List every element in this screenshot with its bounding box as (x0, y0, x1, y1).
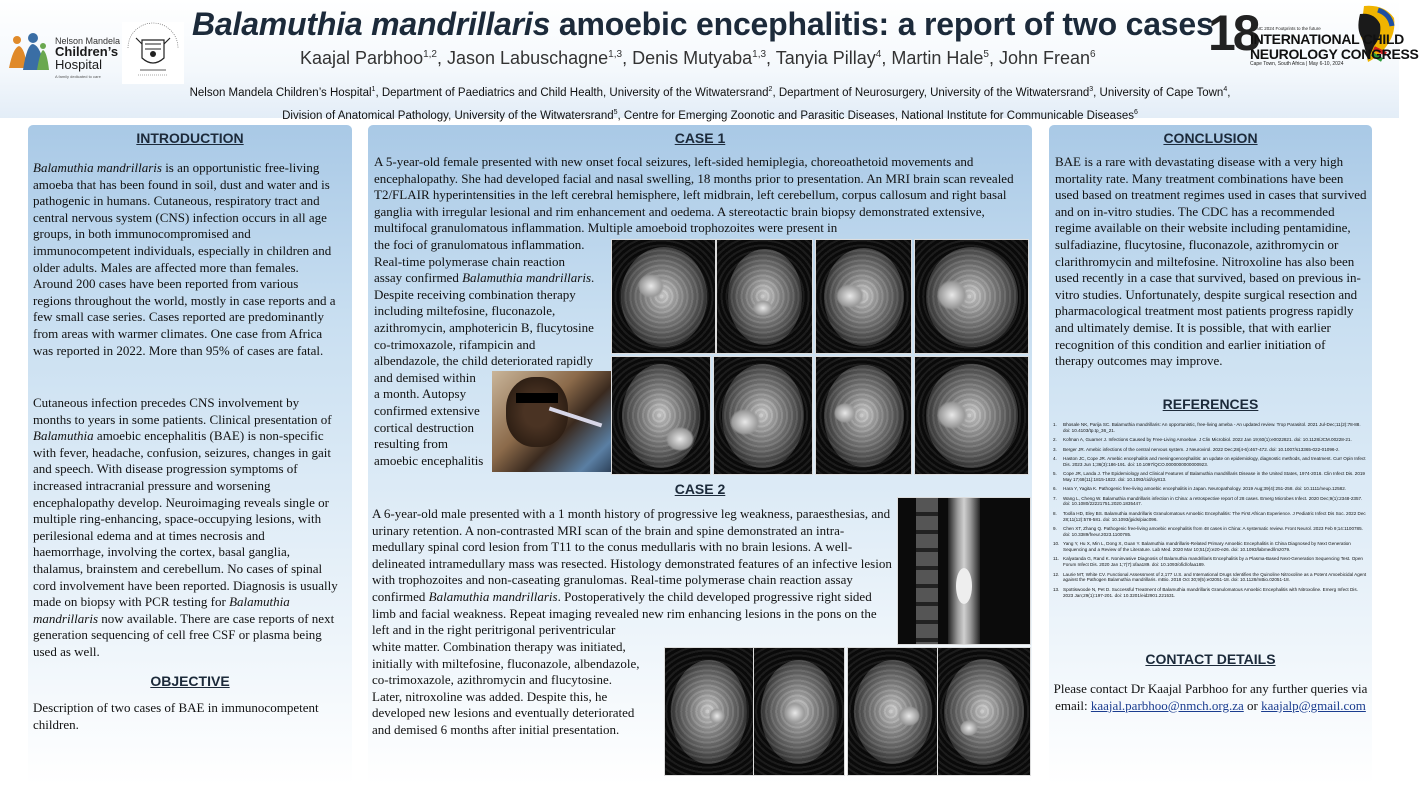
reference-text: Cope JR, Landa J. The Epidemiology and Clinical Features of Balamuthia mandrillaris Disease in the United States, 1974-2016. Clin Infect Dis. 2019 May 17;68(11):1815-1822. doi: 10.1093/cid/ciy813. (1063, 471, 1365, 482)
email-link-primary[interactable]: kaajal.parbhoo@nmch.org.za (1090, 697, 1244, 713)
hospital-name-line3: Hospital (55, 57, 102, 72)
case2-text-a: A 6-year-old male presented with a 1 month history of progressive leg weakness, paraesthesias, and urinary retention. A non-contrasted MRI scan of the brain and spine demonstrated an intra-medullary spinal cord lesion from T11 to the conus medullaris with no brain lesions. A well-delineated intramedullary mass was resected. Histology demonstrated features of an infective lesion with trophozoites and non-caseating granulomas. Real-time polymerase chain reaction assay confirmed (372, 506, 892, 604)
case1-mri-image-8 (914, 356, 1029, 475)
contact-line: Please contact Dr Kaajal Parbhoo for any further queries via (1053, 681, 1368, 696)
reference-item (1053, 496, 1369, 508)
email-link-secondary[interactable]: kaajalp@gmail.com (1261, 697, 1366, 713)
affiliation-mark: 2 (768, 86, 773, 93)
case1-line: and demised within (374, 369, 476, 385)
intro-p2-organism-2: Balamuthia mandrillaris (33, 594, 290, 626)
reference-item (1053, 572, 1369, 584)
case1-mri-image-4 (914, 239, 1029, 354)
reference-number: 10. (1053, 541, 1060, 547)
reference-number: 5. (1053, 471, 1057, 476)
intro-p2-c: now available. There are case reports of next generation sequencing of cell free CSF or plasma being used as well. (33, 610, 335, 659)
congress-logo (1208, 2, 1419, 68)
case1-line: a month. Autopsy (374, 386, 467, 402)
congress-tagline: ICNC 2024 Footprints to the future (1252, 26, 1321, 31)
hospital-name-line1: Nelson Mandela (55, 36, 121, 46)
case2-line: initially with miltefosine, fluconazole, albendazole, (372, 655, 640, 671)
author-name: Tanyia Pillay (775, 48, 876, 68)
case2-mri-image-4 (937, 647, 1031, 776)
case1-mri-image-2 (716, 239, 813, 354)
congress-name-line1: INTERNATIONAL CHILD (1250, 31, 1404, 47)
poster-header (0, 0, 1419, 122)
case1-heading: CASE 1 (674, 130, 726, 146)
contact-or: or (1243, 697, 1262, 713)
reference-item (1053, 437, 1369, 443)
affiliation-name: Department of Paediatrics and Child Health, University of the Witwatersrand (381, 86, 769, 99)
reference-text: Chen XT, Zhang Q. Pathogenic free-living amoebic encephalitis from 48 cases in China: A systematic review. Front Neurol. 2023 Feb 9;14:1100785. doi: 10.3389/fneur.2023.1100785. (1063, 525, 1363, 537)
affiliation-mark: 4 (1223, 86, 1228, 93)
case1-line: confirmed extensive (374, 402, 480, 418)
introduction-paragraph-2 (33, 395, 339, 661)
reference-number: 12. (1053, 571, 1060, 577)
case1-line-text: assay confirmed (374, 270, 463, 286)
affiliation-mark: 1 (371, 86, 376, 93)
reference-text: Toolla HD, Eley BS. Balamuthia mandrillaris Granulomatous Amoebic Encephalitis: The First African Experience. J Pediatric Infect Dis Soc. 2022 Dec 28;11(12):578-581. doi: 10.1093/jpids/piac096. (1063, 510, 1366, 522)
reference-text: Kalyatanda G, Rand K. Noninvasive Diagnosis of Balamuthia mandrillaris Encephalitis by a Plasma-Based Next-Generation Sequencing Test. Open Forum Infect Dis. 2020 Jan 1;7(7):ofaa189. doi: 10.1093/ofid/ofaa189. (1063, 556, 1363, 568)
case1-line: albendazole, the child deteriorated rapidly (374, 353, 594, 369)
case1-patient-photo (492, 371, 613, 472)
reference-text: Kofman A, Guarner J. Infections Caused by Free-Living Amoebae. J Clin Microbiol. 2022 Jan 19;60(1):e0022821. doi: 10.1128/JCM.00228-21. (1063, 437, 1352, 443)
reference-text: Bhosale NK, Parija SC. Balamuthia mandrillaris: An opportunistic, free-living ameba - An updated review. Trop Parasitol. 2021 Jul-Dec;11(2):78-88. doi: 10.4103/tp.tp_36_21. (1063, 422, 1361, 433)
reference-item (1053, 541, 1369, 553)
case2-heading: CASE 2 (674, 481, 726, 497)
author-affiliation-mark: 1,3 (608, 49, 623, 60)
affiliation-name: University of Cape Town (1099, 86, 1224, 99)
reference-item (1053, 456, 1369, 468)
objective-heading: OBJECTIVE (150, 673, 230, 689)
reference-item (1053, 486, 1369, 492)
case1-line: co-trimoxazole, rifampicin and (374, 336, 536, 352)
reference-text: Yang Y, Hu X, Min L, Dong X, Guan Y. Balamuthia mandrillaris-Related Primary Amoebic Encephalitis in China Diagnosed by Next Generation Sequencing and a Review of the Literature. Lab Med. 2020 Mar 10;51(2):e20-e26. doi: 10.1093/labmed/lmz079. (1063, 541, 1351, 553)
affiliation-name: Department of Neurosurgery, University of the Witwatersrand (778, 86, 1090, 99)
case1-paragraph: A 5-year-old female presented with new onset focal seizures, left-sided hemiplegia, choreoathetoid movements and encephalopathy. She had developed facial and nasal swelling, 18 months prior to presentation. An MRI brain scan revealed T2/FLAIR hyperintensities in the left cerebral hemisphere, left midbrain, left cerebellum, corpus callosum and right basal ganglia with irregular lesional and rim enhancement and oedema. A stereotactic brain biopsy demonstrated extensive, multifocal granulomatous inflammation. Multiple amoeboid trophozoites were present in (374, 154, 1014, 236)
case2-text-b: . Postoperatively the child developed progressive right sided limb and facial weakness. Repeat imaging revealed new rim enhancing lesions in the pons on the left and in the right peritrigonal periventricular (372, 588, 877, 638)
hospital-name-line2: Children’s (55, 44, 119, 59)
reference-number: 6. (1053, 486, 1057, 492)
reference-item (1053, 587, 1369, 599)
case1-mri-image-6 (713, 356, 813, 475)
reference-text: Hara Y, Yagita K. Pathogenic free-living amoebic encephalitis in Japan. Neuropathology. 2019 Aug;39(4):251-258. doi: 10.1111/neup.12582. (1063, 486, 1347, 492)
case2-mri-image-1 (664, 647, 754, 776)
case2-organism: Balamuthia mandrillaris (428, 588, 558, 604)
case1-organism: Balamuthia mandrillaris (462, 270, 592, 286)
case2-continued (372, 639, 664, 739)
author-name: Kaajal Parbhoo (300, 48, 424, 68)
title-rest: amoebic encephalitis: a report of two cases (550, 6, 1214, 42)
author-affiliation-mark: 1,2 (423, 49, 437, 60)
case1-organism-tail: . (591, 270, 595, 286)
intro-p1-text: is an opportunistic free-living amoeba that has been found in soil, dust and water and is pathogenic in humans. Cutaneous, respiratory tract and central nervous system (CNS) infection occurs in all age groups, in both immunocompromised and immunocompetent individuals, especially in children and older adults. Males are affected more than females. Around 200 cases have been reported from various regions throughout the world, mostly in case reports and a few small case series. Cases reported are predominantly from areas with warmer climates. One case from Africa was reported in 2022. More than 95% of cases are fatal. (33, 160, 336, 358)
affiliation-mark: 3 (1089, 86, 1094, 93)
reference-item (1053, 526, 1369, 538)
affiliation-name: Nelson Mandela Children’s Hospital (189, 86, 372, 99)
reference-text: Laurie MT, White CV. Functional Assessment of 2,177 U.S. and International Drugs Identifies the Quinoline Nitroxoline as a Potent Amoebicidal Agent against the Pathogen Balamuthia mandrillaris. mBio. 2018 Oct 30;9(5):e02051-18. doi: 10.1128/mBio.02051-18. (1063, 571, 1367, 583)
reference-item (1053, 471, 1369, 483)
author-name: Denis Mutyaba (632, 48, 753, 68)
affiliation-name: Division of Anatomical Pathology, University of the Witwatersrand (282, 109, 614, 122)
reference-number: 2. (1053, 437, 1057, 443)
reference-item (1053, 556, 1369, 568)
case2-line: developed new lesions and eventually deteriorated (372, 705, 635, 721)
reference-item (1053, 422, 1369, 434)
reference-list (1053, 422, 1369, 602)
reference-text: Berger JR. Amebic infections of the central nervous system. J Neurovirol. 2022 Dec;28(4-6):467-472. doi: 10.1007/s13365-022-01096-z. (1063, 446, 1340, 452)
case1-line: cortical destruction (374, 419, 474, 435)
author-affiliation-mark: 6 (1090, 49, 1096, 60)
objective-text: Description of two cases of BAE in immunocompetent children. (33, 700, 319, 732)
reference-number: 7. (1053, 495, 1057, 501)
reference-number: 11. (1053, 556, 1060, 562)
hospital-logo (3, 22, 121, 84)
case2-mri-image-3 (847, 647, 938, 776)
reference-number: 8. (1053, 510, 1057, 516)
conclusion-text: BAE is a rare with devastating disease with a very high mortality rate. Many treatment combinations have been used based on treatment regimes used in cases that survived and on in-vitro studies. The CDC has a recommended regime available on their website including pentamidine, sulfadiazine, flucytosine, fluconazole, azithromycin or clarithromycin and miltefosine. Nitroxoline has also been used recently in a case that survived, based on previous in-vitro studies. Unfortunately, despite surgical resection and pharmacological treatment most patients progress rapidly and ultimately demise. It is possible, that with earlier recognition of this condition and earlier initiation of therapy outcomes may improve. (1055, 154, 1367, 369)
contact-email-prefix: email: (1055, 697, 1091, 713)
reference-item (1053, 511, 1369, 523)
congress-place-date: Cape Town, South Africa | May 6-10, 2024 (1250, 61, 1344, 67)
reference-text: Spottiswoode N, Pet D. Successful Treatment of Balamuthia mandrillaris Granulomatous Amoebic Encephalitis with Nitroxoline. Emerg Infect Dis. 2023 Jan;29(1):197-201. doi: 10.3201/eid2901.221531. (1063, 586, 1358, 598)
author-name: John Frean (998, 48, 1091, 68)
hospital-tagline: A family dedicated to care (55, 74, 101, 79)
author-name: Martin Hale (891, 48, 984, 68)
case1-line: amoebic encephalitis (374, 452, 484, 468)
reference-number: 4. (1053, 455, 1057, 461)
author-list: Kaajal Parbhoo$^{1,2}$, Jason Labuschagne$^{1,3}$, Denis Mutyaba$^{1,3}$, Tanyia Pillay$^4$, Martin Hale$^5$, John Frean$^6$ (300, 48, 1096, 68)
reference-text: Wang L, Cheng W. Balamuthia mandrillaris infection in China: a retrospective report of 28 cases. Emerg Microbes Infect. 2020 Dec;9(1):2348-2357. doi: 10.1080/22221751.2020.1835447. (1063, 495, 1363, 507)
case2-line: and demised 6 months after initial presentation. (372, 721, 620, 737)
case2-line: Later, nitroxoline was added. Despite this, he (372, 688, 608, 704)
author-affiliation-mark: 5 (983, 49, 989, 60)
intro-organism: Balamuthia mandrillaris (33, 160, 162, 175)
affiliations: Nelson Mandela Children’s Hospital$^1$, Department of Paediatrics and Child Health, University of the Witwatersrand$^2$, Department of Neurosurgery, University of the Witwatersrand$^3$, University of Cape Town$^4$, Division of Anatomical Pathology, University of the Witwatersrand$^5$, Centre for Emerging Zoonotic and Parasitic Diseases, National Institute for Communicable Diseases$^6$ (189, 86, 1231, 122)
congress-name-line2: NEUROLOGY CONGRESS (1250, 46, 1419, 62)
references-heading: REFERENCES (1162, 396, 1259, 412)
reference-number: 1. (1053, 422, 1057, 427)
case2-mri-image-2 (753, 647, 845, 776)
hospital-logo-mark-icon (5, 30, 51, 72)
affiliation-mark: 5 (613, 108, 618, 116)
affiliation-mark: 6 (1133, 108, 1138, 116)
introduction-heading: INTRODUCTION (136, 130, 244, 146)
case1-mri-image-3 (815, 239, 912, 354)
affiliation-name: Centre for Emerging Zoonotic and Parasitic Diseases, National Institute for Communicable Diseases (623, 109, 1134, 122)
reference-number: 9. (1053, 525, 1057, 531)
reference-item (1053, 447, 1369, 453)
contact-email-line (1049, 698, 1372, 715)
case1-line: azithromycin, amphotericin B, flucytosine (374, 319, 594, 335)
case2-spine-mri-image (897, 497, 1031, 645)
reference-text: Haston JC, Cope JR. Amebic encephalitis and meningoencephalitis: an update on epidemiology, diagnostic methods, and treatment. Curr Opin Infect Dis. 2023 Jun 1;36(3):186-191. doi: 10.1097/QCO.0000000000000923. (1063, 455, 1366, 467)
case1-mri-image-5 (611, 356, 711, 475)
intro-p2-a: Cutaneous infection precedes CNS involvement by months to years in some patients. Clinical presentation of (33, 395, 332, 427)
poster-title (192, 6, 1214, 43)
case2-line: white matter. Combination therapy was initiated, (372, 639, 626, 654)
contact-heading: CONTACT DETAILS (1145, 651, 1276, 667)
case1-line: Real-time polymerase chain reaction (374, 253, 565, 269)
case1-line: resulting from (374, 436, 449, 452)
introduction-paragraph-1 (33, 160, 339, 359)
case1-mri-image-7 (815, 356, 912, 475)
title-organism: Balamuthia mandrillaris (192, 6, 551, 42)
case1-line: including miltefosine, fluconazole, (374, 303, 556, 319)
congress-number: 18 (1208, 5, 1258, 61)
case1-mri-image-1 (611, 239, 716, 354)
author-affiliation-mark: 4 (875, 49, 882, 60)
intro-p2-b: amoebic encephalitis (BAE) is non-specific with fever, headache, confusion, seizures, changes in gait and speech. With disease progression symptoms of increased intracranial pressure and worsening encephalopathy develop. Neuroimaging reveals single or multiple ring-enhancing, space-occupying lesions, with perilesional edema and at times necrosis and haemorrhage, involving the cortex, basal ganglia, thalamus, brainstem and cerebellum. No cases of spinal cord involvement have been reported. Diagnosis is usually made on biopsy with PCR testing for (33, 428, 338, 610)
reference-number: 3. (1053, 446, 1057, 452)
case2-paragraph (372, 506, 892, 639)
case1-line: Despite receiving combination therapy (374, 286, 576, 302)
case1-line (374, 270, 614, 287)
intro-p2-organism-1: Balamuthia (33, 428, 94, 444)
university-crest-icon (122, 22, 184, 84)
case2-line: co-trimoxazole, azithromycin and flucytosine. (372, 672, 613, 688)
contact-text (1049, 681, 1372, 714)
author-affiliation-mark: 1,3 (752, 49, 767, 60)
conclusion-heading: CONCLUSION (1163, 130, 1258, 146)
author-name: Jason Labuschagne (447, 48, 609, 68)
case1-line: the foci of granulomatous inflammation. (374, 237, 585, 252)
university-crest-logo (122, 22, 184, 84)
reference-number: 13. (1053, 586, 1060, 592)
